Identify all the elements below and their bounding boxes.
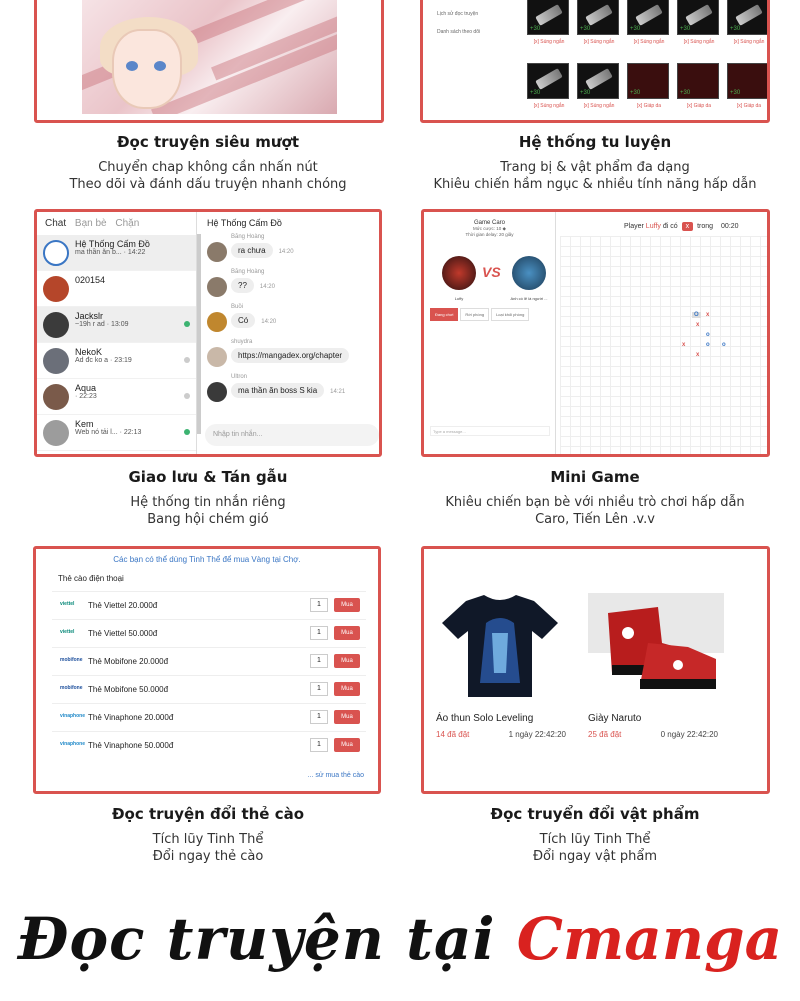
item-slot[interactable]: +30 [627,63,669,99]
game-title: Game Caro [473,220,505,226]
item-slot[interactable]: +30 [677,0,719,35]
menu-item-history[interactable]: Lịch sử đọc truyện [437,11,479,17]
product-name: Giày Naruto [588,713,642,724]
conversation-preview: ~19h r ad · 13:09 [75,321,129,328]
chat-header: Hệ Thống Cấm Đồ [207,218,282,228]
message-sender: shuydra [231,339,253,345]
vinaphone-logo: vinaphone [60,741,86,747]
pistol-icon [635,4,663,26]
message-sender: Băng Hoàng [231,269,265,275]
store-note: Các bạn có thể dùng Tinh Thể để mua Vàng tại Chợ. [113,555,301,564]
avatar [43,240,69,266]
card-row [52,675,366,703]
item-label: [x] Súng ngắn [583,103,615,109]
conversation-name: Jackslr [75,311,104,321]
pistol-icon [585,4,613,26]
feature-desc-1: Khiêu chiến bạn bè với nhiều trò chơi hấp dẫn [445,495,745,510]
turn-symbol: x [682,222,694,231]
online-indicator [184,321,190,327]
tshirt-image [436,593,564,699]
menu-item-follow[interactable]: Danh sách theo dõi [437,29,481,35]
chat-tabs [37,212,196,235]
conversation-preview: Ad đc ko a · 23:19 [75,357,132,364]
message-bubble: ma thần ăn boss S kia [231,383,324,398]
turn-indicator [624,222,739,231]
feature-title: Mini Game [550,468,640,486]
avatar [207,347,227,367]
buy-button[interactable]: Mua [334,738,360,752]
message-time: 14:20 [259,284,275,290]
purchase-history-link[interactable]: ... sử mua thẻ cào [307,772,364,779]
vs-label: VS [482,264,501,280]
product-name: Áo thun Solo Leveling [436,713,534,724]
feature-title: Giao lưu & Tán gẫu [128,468,288,486]
turn-prefix: Player [624,223,644,230]
card-row [52,619,366,647]
message-time: 14:21 [330,389,346,395]
pistol-icon [585,68,613,90]
avatar [207,277,227,297]
o-mark: o [722,342,726,348]
x-mark: x [682,342,686,348]
x-mark: x [706,312,710,318]
playing-button[interactable]: Đang chơi [430,308,458,321]
avatar [43,348,69,374]
conversation-name: Aqua [75,383,97,393]
pistol-icon [535,68,563,90]
game-bet: Mức cược: 10 ◆ [473,226,506,231]
minigame-preview-card [421,209,770,457]
chat-message [201,374,379,409]
feature-desc-2: Bang hội chém gió [147,512,269,527]
item-slot[interactable]: +30 [727,0,769,35]
game-delay: Thời gian delay: 20 giây [465,232,514,237]
feature-desc-1: Hệ thống tin nhắn riêng [130,495,286,510]
card-name: Thẻ Mobifone 20.000đ [88,657,169,666]
message-sender: Băng Hoàng [231,234,265,240]
product-time: 0 ngày 22:42:20 [660,730,718,739]
card-name: Thẻ Viettel 50.000đ [88,629,158,638]
feature-title: Đọc truyện đổi thẻ cào [111,805,305,823]
conversation-name: Hệ Thống Cấm Đồ [75,239,150,249]
feature-desc-2: Đổi ngay thẻ cào [152,849,264,864]
quantity-input[interactable]: 1 [310,710,328,724]
quantity-input[interactable]: 1 [310,654,328,668]
product-item[interactable] [588,593,728,739]
conversation-name: NekoK [75,347,103,357]
buy-button[interactable]: Mua [334,682,360,696]
feature-cultivation-caption [415,133,775,193]
card-list [36,591,378,759]
buy-button[interactable]: Mua [334,598,360,612]
conversation-item[interactable] [37,271,196,307]
feature-desc-1: Tích lũy Tinh Thể [539,832,651,847]
avatar [43,420,69,446]
shoes-image [588,593,716,699]
conversation-name: 020154 [75,275,106,285]
conversation-item[interactable] [37,415,196,451]
banner-brand[interactable]: Cmanga [516,905,783,973]
item-label: [x] Súng ngắn [633,39,665,45]
buy-button[interactable]: Mua [334,654,360,668]
pistol-icon [535,4,563,26]
item-label: [x] Súng ngắn [733,39,765,45]
feature-title: Hệ thống tu luyện [518,133,672,151]
viettel-logo: viettel [60,601,75,607]
avatar [207,242,227,262]
feature-minigame-caption [415,468,775,528]
feature-merch-caption [415,805,775,865]
player1-name: Luffy [454,296,464,301]
x-mark: x [696,322,700,328]
conversation-item[interactable] [37,343,196,379]
caro-board[interactable] [560,236,767,454]
game-room-panel [424,212,556,454]
avatar [207,382,227,402]
chat-message [201,269,379,304]
turn-timer: 00:20 [721,223,739,230]
quantity-input[interactable]: 1 [310,626,328,640]
game-actions [430,308,531,321]
card-name: Thẻ Vinaphone 20.000đ [88,713,174,722]
item-slot[interactable]: +30 [527,63,569,99]
message-sender: Buồi [231,304,244,310]
mobifone-logo: mobifone [60,657,83,663]
vinaphone-logo: vinaphone [60,713,86,719]
chat-preview-card [34,209,382,457]
tab-friends[interactable]: Bạn bè [74,218,107,229]
item-slot[interactable]: +30 [577,0,619,35]
feature-cards-caption [28,805,388,865]
turn-mid: đi có [662,223,678,230]
item-label: [x] Súng ngắn [683,39,715,45]
product-sold: 25 đã đặt [588,730,622,739]
product-time: 1 ngày 22:42:20 [508,730,566,739]
avatar [43,276,69,302]
conversation-preview: · 22:23 [75,393,97,400]
product-sold: 14 đã đặt [436,730,470,739]
conversation-item[interactable] [37,379,196,415]
chat-message [201,234,379,269]
turn-suffix: trong [697,223,714,230]
avatar [43,384,69,410]
player2-name: Anh có lẽ là người ... [510,296,548,301]
turn-player: Luffy [645,223,661,230]
tab-chat[interactable]: Chat [45,218,67,229]
merch-store-card [421,546,770,794]
conversation-item[interactable] [37,307,196,343]
message-sender: Ultron [231,374,248,380]
x-mark: x [696,352,700,358]
manga-page-image [82,0,337,114]
conversation-name: Kem [75,419,94,429]
buy-button[interactable]: Mua [334,710,360,724]
feature-desc-2: Khiêu chiến hầm ngục & nhiều tính năng hấp dẫn [433,177,757,192]
avatar [207,312,227,332]
player2-avatar [512,256,546,290]
item-label: [x] Giáp da [736,103,762,109]
profile-menu [433,5,503,41]
feature-desc-1: Chuyển chap không cần nhấn nút [98,160,318,175]
banner-text: Đọc truyện tại [17,905,517,973]
feature-desc-1: Trang bị & vật phẩm đa dạng [500,160,690,175]
message-bubble: ?? [231,278,254,293]
player1-avatar [442,256,476,290]
conversation-preview: ma thần ăn b... · 14:22 [75,249,146,256]
message-time: 14:20 [261,319,277,325]
feature-desc-2: Theo dõi và đánh dấu truyện nhanh chóng [69,177,347,192]
item-slot[interactable]: +30 [627,0,669,35]
tab-blocked[interactable]: Chặn [115,218,140,229]
message-bubble[interactable]: https://mangadex.org/chapter [231,348,349,363]
feature-desc-1: Tích lũy Tinh Thể [152,832,264,847]
item-label: [x] Giáp da [686,103,712,109]
chat-message [201,339,379,374]
quantity-input[interactable]: 1 [310,682,328,696]
conversation-item[interactable] [37,235,196,271]
o-mark: O [694,312,699,318]
kick-button[interactable]: Loại khỏi phòng [491,308,529,321]
feature-reader-caption [28,133,388,193]
item-label: [x] Súng ngắn [533,39,565,45]
o-mark: o [706,332,710,338]
message-time: 14:20 [278,249,294,255]
o-mark: o [706,342,710,348]
product-meta [588,730,728,739]
card-row [52,647,366,675]
pistol-icon [685,4,713,26]
feature-chat-caption [28,468,388,528]
conversation-preview: Web nó tải l... · 22:13 [75,429,142,436]
offline-indicator [184,357,190,363]
viettel-logo: viettel [60,629,75,635]
online-indicator [184,429,190,435]
site-banner [0,905,800,1001]
quantity-input[interactable]: 1 [310,738,328,752]
item-label: [x] Súng ngắn [533,103,565,109]
offline-indicator [184,393,190,399]
item-slot[interactable]: +30 [527,0,569,35]
item-slot[interactable]: +30 [577,63,619,99]
card-row [52,591,366,619]
pistol-icon [735,4,763,26]
message-input[interactable]: Nhập tin nhắn... [205,424,379,446]
message-bubble: Có [231,313,255,328]
card-name: Thẻ Mobifone 50.000đ [88,685,169,694]
item-slot[interactable]: +30 [727,63,769,99]
leave-room-button[interactable]: Rời phòng [460,308,489,321]
card-row [52,731,366,759]
feature-desc-2: Caro, Tiến Lên .v.v [535,512,655,527]
product-item[interactable] [436,593,576,739]
message-bubble: ra chưa [231,243,273,258]
buy-button[interactable]: Mua [334,626,360,640]
chat-window [201,212,379,454]
card-row [52,703,366,731]
chat-message [201,304,379,339]
quantity-input[interactable]: 1 [310,598,328,612]
inventory-preview-card [420,0,770,123]
feature-title: Đọc truyện siêu mượt [116,133,299,151]
card-name: Thẻ Viettel 20.000đ [88,601,158,610]
reader-preview-card [34,0,384,123]
card-name: Thẻ Vinaphone 50.000đ [88,741,174,750]
item-slot[interactable]: +30 [677,63,719,99]
item-label: [x] Giáp da [636,103,662,109]
feature-desc-2: Đổi ngay vật phẩm [532,849,658,864]
avatar [43,312,69,338]
section-title: Thẻ cào điện thoại [58,574,124,583]
mobifone-logo: mobifone [60,685,83,691]
item-label: [x] Súng ngắn [583,39,615,45]
scratch-card-store-card [33,546,381,794]
conversation-list [37,212,197,454]
product-meta [436,730,576,739]
game-message-input[interactable]: Type a message... [430,426,550,436]
feature-title: Đọc truyển đổi vật phẩm [490,805,700,823]
